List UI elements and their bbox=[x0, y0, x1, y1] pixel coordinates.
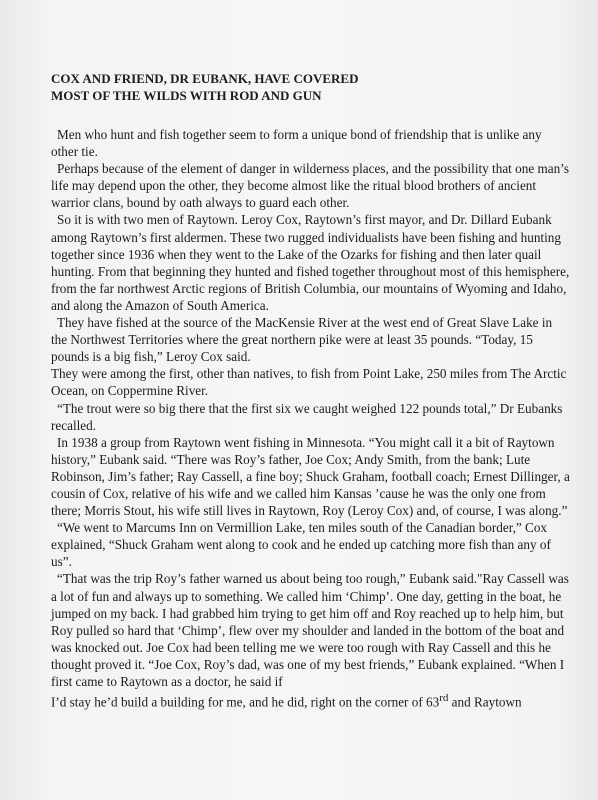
paragraph: “We went to Marcums Inn on Vermillion Lake, ten miles south of the Canadian border,” Cox explained, “Shuck Graham went along to cook and he ended up catching more fish than any of us”. bbox=[51, 520, 551, 570]
paragraph: Perhaps because of the element of danger in wilderness places, and the possibility that one man’s life may depend upon the other, they become almost like the ritual blood brothers of ancient warrior clans, bound by oath always to guard each other. bbox=[51, 161, 569, 211]
article-body bbox=[51, 126, 571, 711]
headline bbox=[51, 70, 571, 104]
headline-line-1: COX AND FRIEND, DR EUBANK, HAVE COVERED bbox=[51, 71, 359, 86]
paragraph-last-line bbox=[51, 690, 571, 710]
paragraph: In 1938 a group from Raytown went fishing in Minnesota. “You might call it a bit of Raytown history,” Eubank said. “There was Roy’s father, Joe Cox; Andy Smith, from the bank; Lute Robinson, Jim’s father; Ray Cassell, a fine boy; Shuck Graham, football coach; Ernest Dillinger, a cousin of Cox, relative of his wife and we called him Kansas ’cause he was the only one from there; Morris Stout, his wife still lives in Raytown, Roy (Leroy Cox) and, of course, I was along.” bbox=[51, 434, 570, 519]
headline-line-2: MOST OF THE WILDS WITH ROD AND GUN bbox=[51, 88, 322, 103]
last-line-text: I’d stay he’d build a building for me, and he did, right on the corner of 63 bbox=[51, 694, 440, 710]
paragraph: They have fished at the source of the MacKensie River at the west end of Great Slave Lake in the Northwest Territories where the great northern pike were at least 35 pounds. “Today, 15 pounds is a big fish,” Leroy Cox said. bbox=[51, 315, 553, 365]
ordinal-superscript: rd bbox=[439, 692, 449, 705]
last-line-tail: and Raytown bbox=[448, 694, 522, 710]
paragraph: “That was the trip Roy’s father warned us about being too rough,” Eubank said."Ray Cassell was a lot of fun and always up to something. We called him ‘Chimp’. One day, getting in the boat, he jumped on my back. I had grabbed him trying to get him off and Roy reached up to help him, but Roy pulled so hard that ‘Chimp’, flew over my shoulder and landed in the bottom of the boat and was knocked out. Joe Cox had been telling me we were too rough with Ray Cassell and this he thought proved it. “Joe Cox, Roy’s dad, was one of my best friends,” Eubank explained. “When I first came to Raytown as a doctor, he said if bbox=[51, 571, 569, 689]
paragraph: Men who hunt and fish together seem to form a unique bond of friendship that is unlike any other tie. bbox=[51, 127, 542, 160]
paragraph: “The trout were so big there that the first six we caught weighed 122 pounds total,” Dr Eubanks recalled. bbox=[51, 400, 563, 433]
paragraph: They were among the first, other than natives, to fish from Point Lake, 250 miles from The Arctic Ocean, on Coppermine River. bbox=[51, 366, 567, 399]
paragraph: So it is with two men of Raytown. Leroy Cox, Raytown’s first mayor, and Dr. Dillard Eubank among Raytown’s first aldermen. These two rugged individualists have been fishing and hunting together since 1936 when they went to the Lake of the Ozarks for fishing and then later quail hunting. From that beginning they hunted and fished together throughout most of this hemisphere, from the far northwest Arctic regions of British Columbia, our mountains of Wyoming and Idaho, and along the Amazon of South America. bbox=[51, 212, 570, 313]
